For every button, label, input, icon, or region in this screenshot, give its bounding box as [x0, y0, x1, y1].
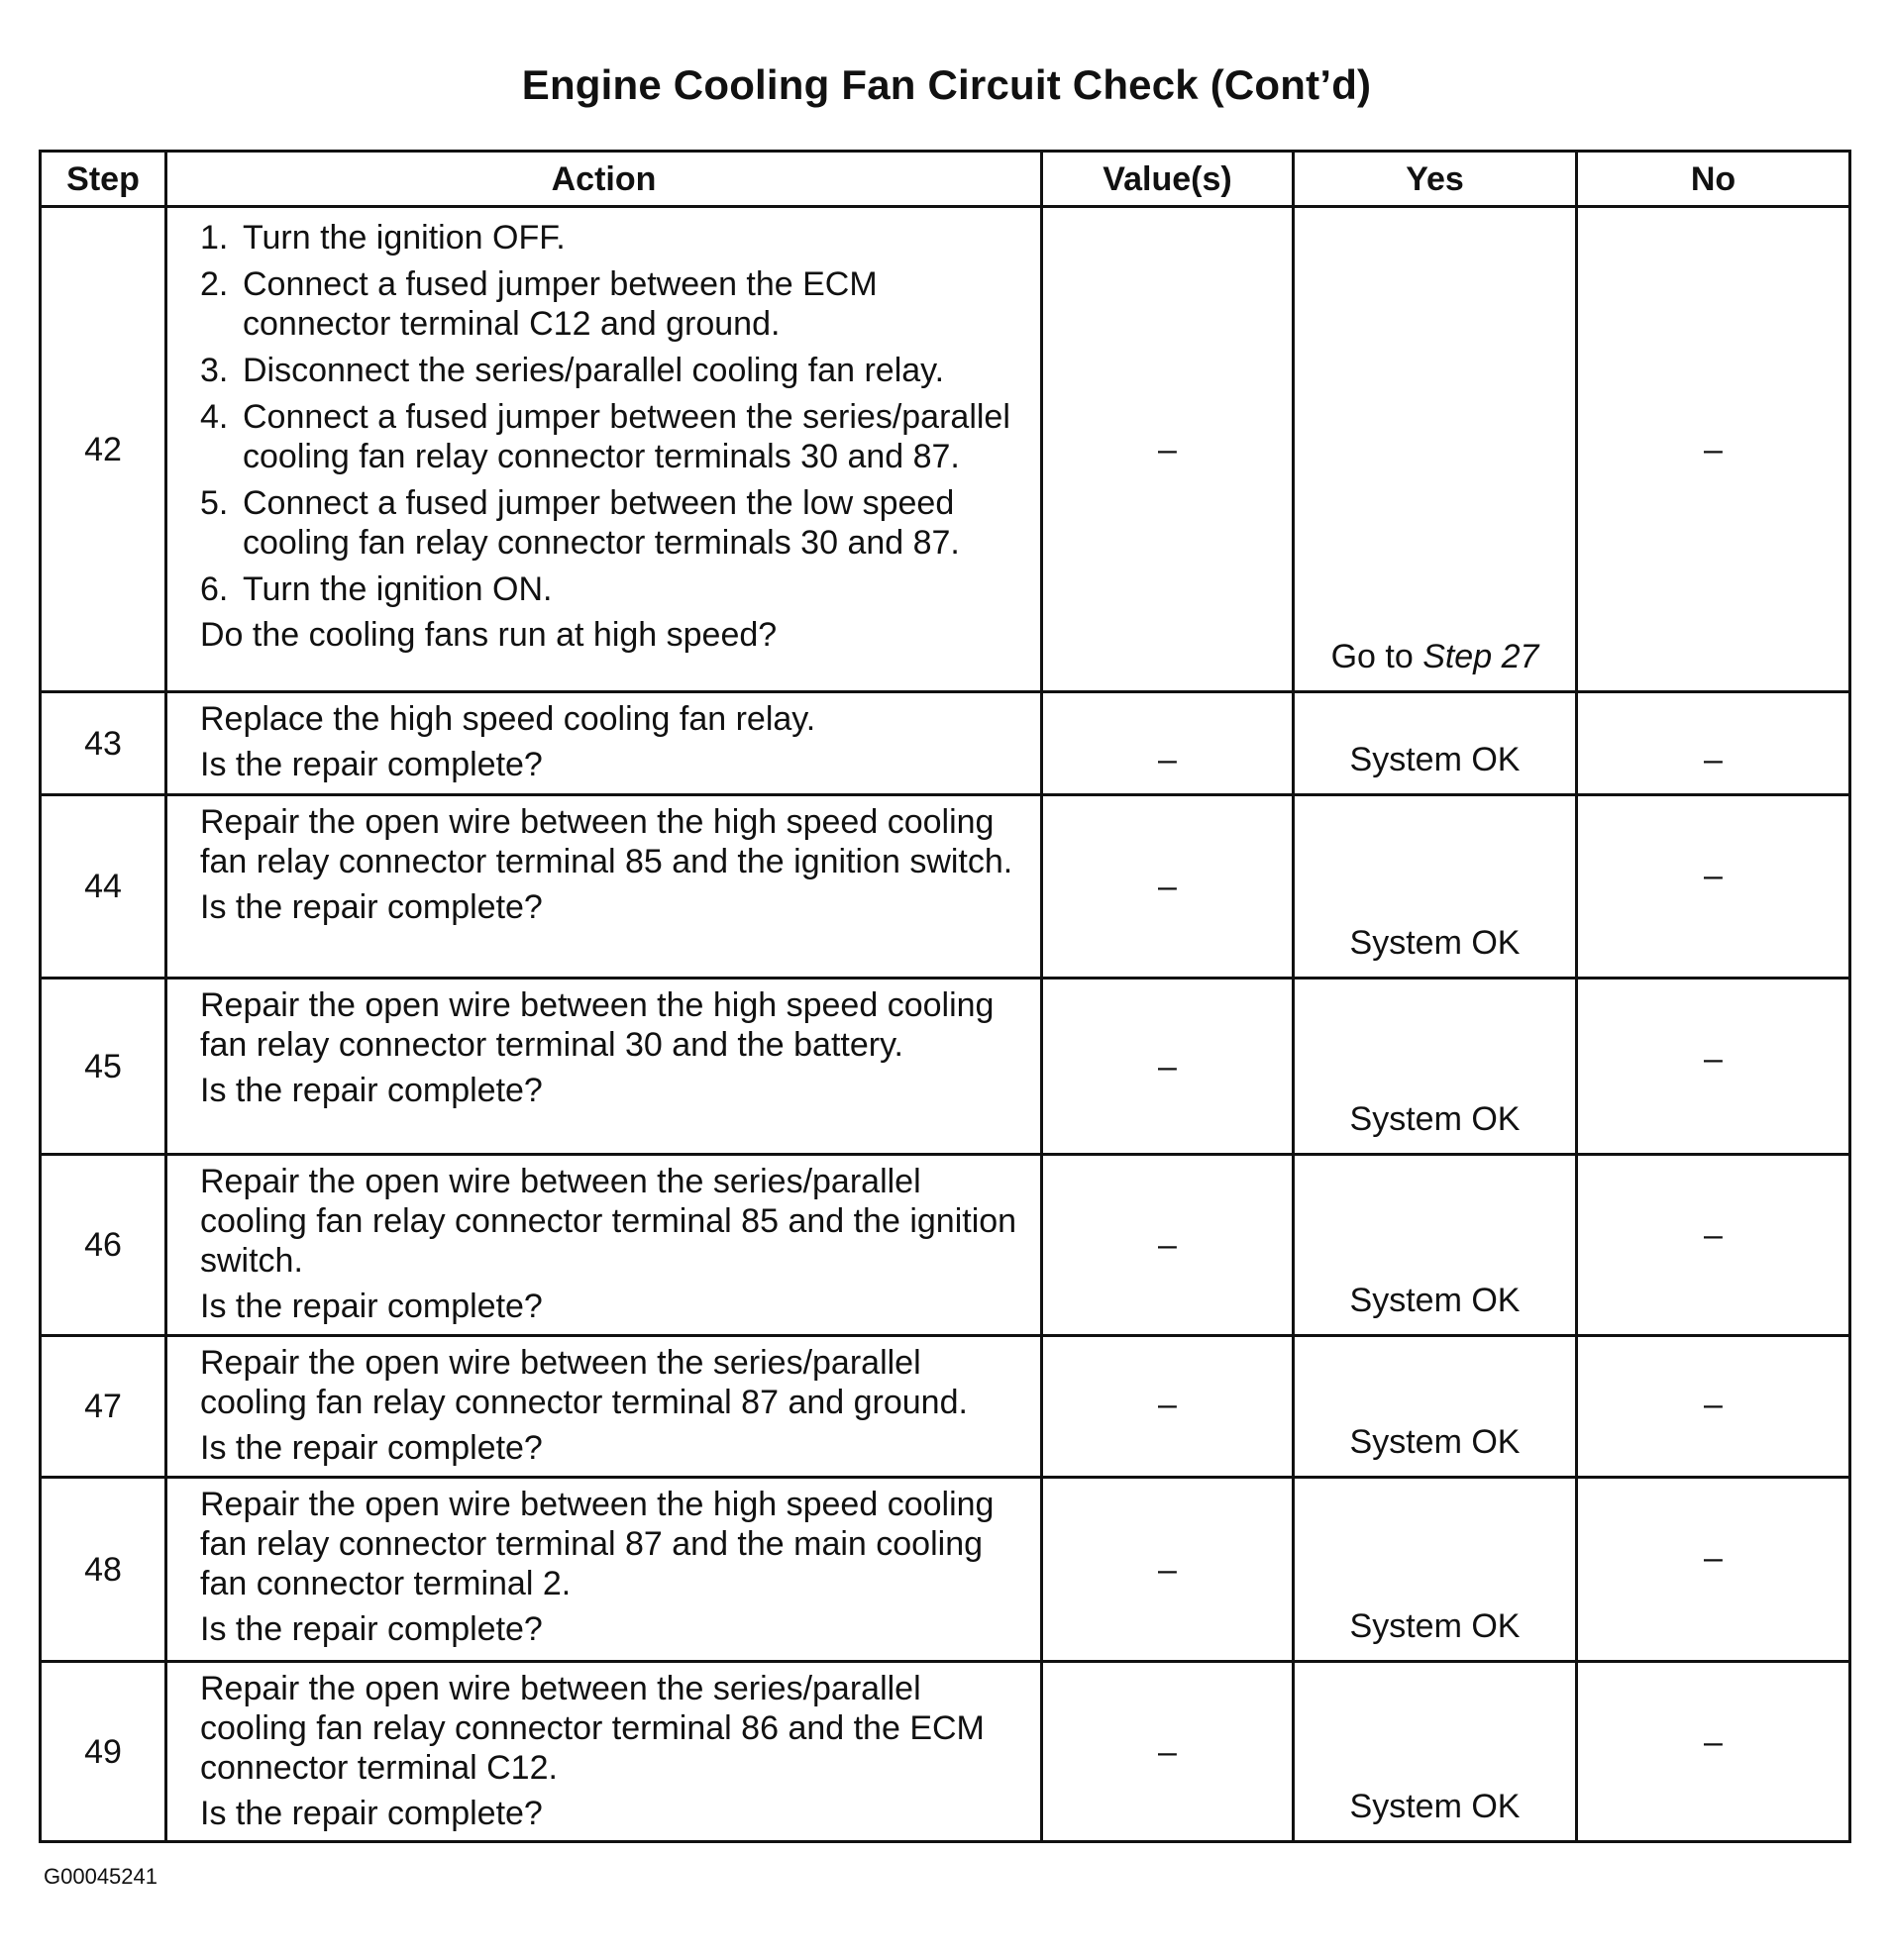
action-item: 4. Connect a fused jumper between the series/parallel cooling fan relay connector terminals 30 and 87.: [200, 398, 1010, 475]
yes-prefix: Go to: [1330, 638, 1423, 675]
action-question: Do the cooling fans run at high speed?: [200, 616, 778, 654]
action-question: Is the repair complete?: [200, 888, 543, 926]
step-reference: Step 27: [1422, 638, 1539, 675]
table-row-step-46: [41, 1155, 1850, 1336]
action-item: 3. Disconnect the series/parallel cooling fan relay.: [200, 352, 945, 389]
no-cell: –: [1577, 1336, 1850, 1478]
header-yes: Yes: [1294, 152, 1577, 207]
table-row-step-48: [41, 1478, 1850, 1662]
no-cell: –: [1577, 1478, 1850, 1662]
value-cell: –: [1042, 1662, 1294, 1842]
step-number: 42: [41, 207, 166, 692]
yes-cell: [1294, 207, 1577, 692]
yes-cell: System OK: [1294, 1478, 1577, 1662]
action-text: Repair the open wire between the series/parallel cooling fan relay connector terminal 86 and the ECM connector terminal C12.: [200, 1670, 985, 1787]
header-values: Value(s): [1042, 152, 1294, 207]
action-question: Is the repair complete?: [200, 1610, 543, 1648]
header-no: No: [1577, 152, 1850, 207]
action-item: 5. Connect a fused jumper between the low speed cooling fan relay connector terminals 30 and 87.: [200, 484, 960, 562]
yes-cell: System OK: [1294, 1155, 1577, 1336]
step-number: 45: [41, 979, 166, 1155]
header-step: Step: [41, 152, 166, 207]
no-cell: –: [1577, 1662, 1850, 1842]
table-row-step-45: [41, 979, 1850, 1155]
yes-cell: System OK: [1294, 1336, 1577, 1478]
action-text: Repair the open wire between the high speed cooling fan relay connector terminal 30 and the battery.: [200, 986, 995, 1064]
yes-cell: System OK: [1294, 795, 1577, 979]
action-cell: [166, 1662, 1042, 1842]
value-cell: –: [1042, 207, 1294, 692]
yes-cell: System OK: [1294, 692, 1577, 795]
step-number: 43: [41, 692, 166, 795]
yes-cell: System OK: [1294, 1662, 1577, 1842]
action-cell: [166, 1336, 1042, 1478]
action-cell: [166, 207, 1042, 692]
value-cell: –: [1042, 795, 1294, 979]
value-cell: –: [1042, 1155, 1294, 1336]
diagnostic-table: [39, 150, 1851, 1843]
step-number: 47: [41, 1336, 166, 1478]
figure-id: G00045241: [44, 1864, 158, 1889]
action-text: Replace the high speed cooling fan relay.: [200, 700, 816, 738]
step-number: 48: [41, 1478, 166, 1662]
page-title: Engine Cooling Fan Circuit Check (Cont’d): [521, 61, 1372, 108]
action-question: Is the repair complete?: [200, 746, 543, 783]
value-cell: –: [1042, 979, 1294, 1155]
action-item: 1. Turn the ignition OFF.: [200, 219, 566, 257]
action-text: Repair the open wire between the high speed cooling fan relay connector terminal 85 and the ignition switch.: [200, 803, 1013, 880]
step-number: 49: [41, 1662, 166, 1842]
action-cell: [166, 692, 1042, 795]
table-row-step-47: [41, 1336, 1850, 1478]
action-question: Is the repair complete?: [200, 1288, 543, 1325]
action-text: Repair the open wire between the series/parallel cooling fan relay connector terminal 87 and ground.: [200, 1344, 968, 1421]
step-number: 46: [41, 1155, 166, 1336]
table-row-step-44: [41, 795, 1850, 979]
action-question: Is the repair complete?: [200, 1795, 543, 1832]
step-number: 44: [41, 795, 166, 979]
action-cell: [166, 979, 1042, 1155]
no-cell: –: [1577, 979, 1850, 1155]
yes-cell: System OK: [1294, 979, 1577, 1155]
action-cell: [166, 795, 1042, 979]
action-cell: [166, 1478, 1042, 1662]
action-item: 6. Turn the ignition ON.: [200, 570, 553, 608]
header-action: Action: [166, 152, 1042, 207]
table-header-row: [41, 152, 1850, 207]
action-question: Is the repair complete?: [200, 1072, 543, 1109]
action-question: Is the repair complete?: [200, 1429, 543, 1467]
table-row-step-42: [41, 207, 1850, 692]
table-row-step-43: [41, 692, 1850, 795]
action-cell: [166, 1155, 1042, 1336]
value-cell: –: [1042, 1478, 1294, 1662]
action-text: Repair the open wire between the series/parallel cooling fan relay connector terminal 85 and the ignition switch.: [200, 1163, 1017, 1280]
value-cell: –: [1042, 1336, 1294, 1478]
no-cell: –: [1577, 1155, 1850, 1336]
no-cell: –: [1577, 795, 1850, 979]
action-item: 2. Connect a fused jumper between the ECM connector terminal C12 and ground.: [200, 265, 878, 343]
no-cell: –: [1577, 207, 1850, 692]
action-text: Repair the open wire between the high speed cooling fan relay connector terminal 87 and the main cooling fan connector terminal 2.: [200, 1486, 995, 1602]
table-row-step-49: [41, 1662, 1850, 1842]
value-cell: –: [1042, 692, 1294, 795]
no-cell: –: [1577, 692, 1850, 795]
